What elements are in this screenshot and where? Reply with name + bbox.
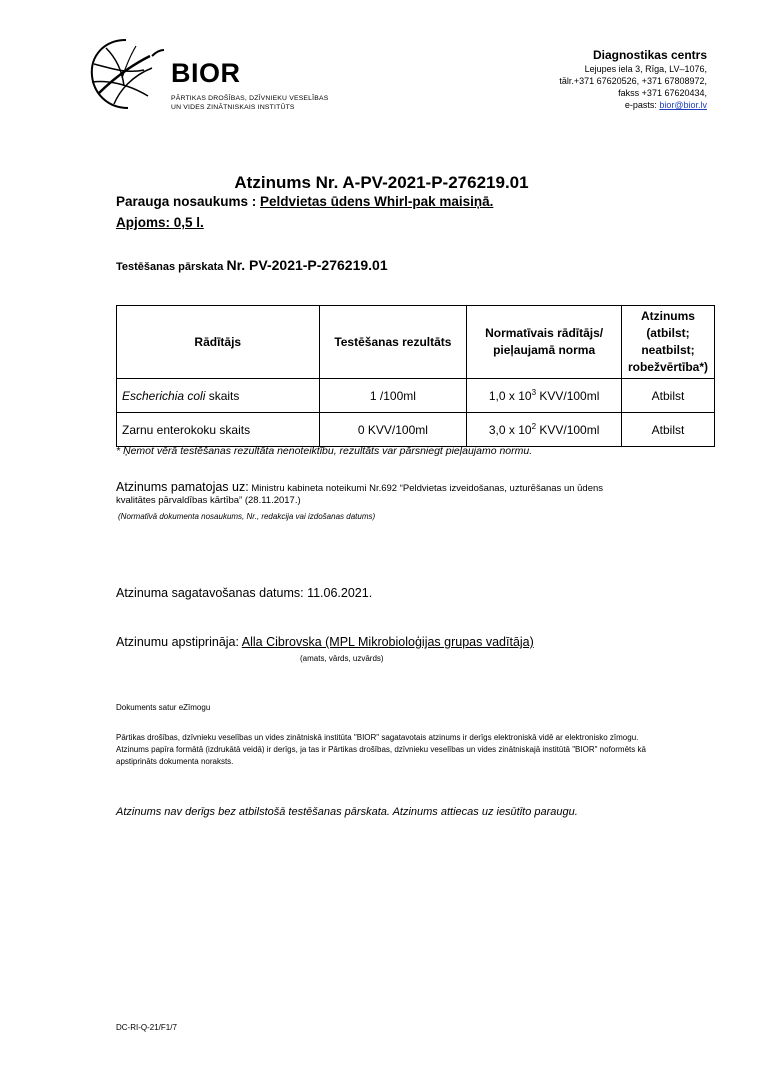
report-number: Nr. PV-2021-P-276219.01 — [226, 257, 388, 273]
norm-base: 3,0 x 10 — [488, 423, 532, 437]
contact-block — [559, 47, 707, 111]
header-norm-line: pieļaujamā norma — [493, 343, 596, 357]
form-code: DC-RI-Q-21/F1/7 — [116, 1023, 177, 1032]
report-reference — [116, 257, 388, 273]
basis-text: Ministru kabineta noteikumi Nr.692 “Peldvietas izveidošanas, uzturēšanas un ūdens kvalitātes pārvaldības kārtība” (28.11.2017.) — [116, 483, 604, 506]
header-indicator: Rādītājs — [117, 306, 320, 379]
logo-wordmark: BIOR — [171, 58, 241, 88]
cell-indicator — [117, 379, 320, 413]
norm-exponent: 3 — [531, 388, 537, 397]
norm-exponent: 2 — [531, 422, 537, 431]
approver-caption: (amats, vārds, uzvārds) — [300, 654, 384, 663]
header-verdict-line: (atbilst; — [646, 326, 690, 340]
cell-indicator — [117, 413, 320, 447]
legal-basis — [116, 481, 636, 507]
indicator-italic: Escherichia coli — [122, 388, 206, 403]
norm-base: 1,0 x 10 — [488, 389, 532, 403]
table-row — [117, 413, 715, 447]
basis-lead: Atzinums pamatojas uz: — [116, 480, 249, 494]
table-row — [117, 379, 715, 413]
approve-label: Atzinumu apstiprināja: — [116, 635, 242, 649]
results-table — [116, 305, 715, 447]
validity-statement: Atzinums nav derīgs bez atbilstošā testēšanas pārskata. Atzinums attiecas uz iesūtīto paraugu. — [116, 806, 578, 818]
sample-volume: Apjoms: 0,5 l. — [116, 215, 204, 230]
indicator-text: Zarnu enterokoku skaits — [122, 422, 251, 437]
norm-unit: KVV/100ml — [536, 423, 600, 437]
norm-unit: KVV/100ml — [536, 389, 600, 403]
header-norm-line: Normatīvais rādītājs/ — [485, 326, 604, 340]
contact-phone: tālr.+371 67620526, +371 67808972, — [559, 76, 707, 86]
bior-logo-icon — [86, 34, 166, 114]
sample-value: Peldvietas ūdens Whirl-pak maisiņā. — [260, 194, 494, 209]
validity-paragraph: Pārtikas drošības, dzīvnieku veselības un vides zinātniskā institūta "BIOR" sagatavotais atzinums ir derīgs elektroniskā vidē ar elektronisko zīmogu. Atzinums papīra formātā (izdrukātā veidā) ir derīgs, ja tas ir Pārtikas drošības, dzīvnieku veselības un vides zinātniskajā institūtā "BIOR" noformēts kā apstiprināts dokumenta noraksts. — [116, 733, 646, 766]
indicator-text: skaits — [205, 388, 240, 403]
cell-result: 1 /100ml — [319, 379, 467, 413]
preparation-date: Atzinuma sagatavošanas datums: 11.06.2021. — [116, 586, 373, 600]
email-label: e-pasts: — [624, 100, 660, 110]
logo-subtitle — [171, 94, 328, 112]
email-link[interactable]: bior@bior.lv — [659, 100, 707, 110]
header-verdict-line: Atzinums — [640, 309, 695, 323]
contact-fax: fakss +371 67620434, — [618, 88, 707, 98]
report-label: Testēšanas pārskata — [116, 261, 227, 273]
header-verdict-line: neatbilst; — [641, 343, 695, 357]
table-header-row — [117, 306, 715, 379]
uncertainty-note: * Ņemot vērā testēšanas rezultāta nenoteiktību, rezultāts var pārsniegt pieļaujamo normu. — [116, 445, 533, 457]
logo-subtitle-line: PĀRTIKAS DROŠĪBAS, DZĪVNIEKU VESELĪBAS — [171, 95, 329, 102]
cell-norm — [467, 379, 622, 413]
eseal-notice: Dokuments satur eZīmogu — [116, 703, 211, 712]
contact-address: Lejupes iela 3, Rīga, LV–1076, — [584, 64, 707, 74]
cell-result: 0 KVV/100ml — [319, 413, 467, 447]
cell-norm — [467, 413, 622, 447]
header-norm — [467, 306, 622, 379]
contact-email-line — [559, 99, 707, 111]
header-verdict-line: robežvērtība*) — [627, 360, 708, 374]
basis-note: (Normatīvā dokumenta nosaukums, Nr., redakcija vai izdošanas datums) — [118, 512, 376, 521]
header-verdict — [621, 306, 714, 379]
approver-name: Alla Cibrovska (MPL Mikrobioloģijas grupas vadītāja) — [241, 635, 534, 649]
logo-subtitle-line: UN VIDES ZINĀTNISKAIS INSTITŪTS — [171, 104, 295, 111]
approved-by — [116, 635, 534, 649]
sample-label: Parauga nosaukums : — [116, 194, 261, 209]
centre-name: Diagnostikas centrs — [592, 48, 707, 62]
sample-name — [116, 194, 493, 209]
cell-verdict: Atbilst — [621, 413, 714, 447]
cell-verdict: Atbilst — [621, 379, 714, 413]
header-result: Testēšanas rezultāts — [319, 306, 467, 379]
document-title: Atzinums Nr. A-PV-2021-P-276219.01 — [234, 173, 529, 192]
